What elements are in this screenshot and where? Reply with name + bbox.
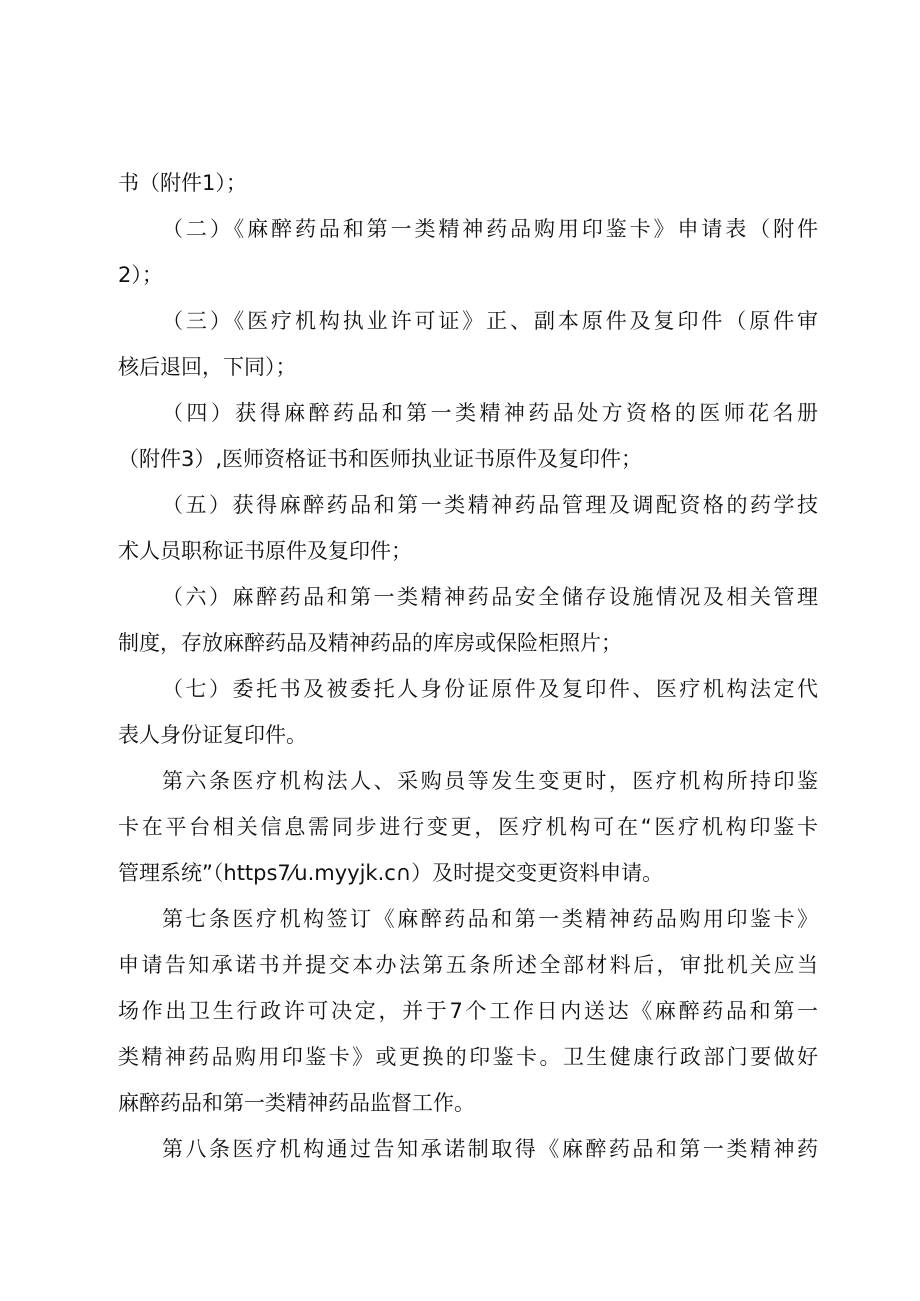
text-line: 第八条医疗机构通过告知承诺制取得《麻醉药品和第一类精神药 bbox=[162, 1137, 818, 1161]
text-line: 第六条医疗机构法人、采购员等发生变更时，医疗机构所持印鉴 bbox=[162, 769, 818, 793]
text-line: （六）麻醉药品和第一类精神药品安全储存设施情况及相关管理 bbox=[162, 585, 818, 609]
text-line: 制度，存放麻醉药品及精神药品的库房或保险柜照片； bbox=[118, 631, 622, 655]
text-line: （附件3）,医师资格证书和医师执业证书原件及复印件； bbox=[118, 447, 643, 471]
text-line: 场作出卫生行政许可决定，并于7个工作日内送达《麻醉药品和第一 bbox=[118, 999, 818, 1023]
text-line: 麻醉药品和第一类精神药品监督工作。 bbox=[118, 1091, 475, 1115]
text-line: （二）《麻醉药品和第一类精神药品购用印鉴卡》申请表（附件 bbox=[162, 217, 818, 241]
text-line: 表人身份证复印件。 bbox=[118, 723, 307, 747]
text-line: 术人员职称证书原件及复印件； bbox=[118, 539, 412, 563]
text-line: （七）委托书及被委托人身份证原件及复印件、医疗机构法定代 bbox=[162, 677, 818, 701]
text-line: （五）获得麻醉药品和第一类精神药品管理及调配资格的药学技 bbox=[162, 493, 818, 517]
text-line: （三）《医疗机构执业许可证》正、副本原件及复印件（原件审 bbox=[162, 309, 818, 333]
text-line: 核后退回，下同）； bbox=[118, 355, 297, 379]
text-line: （四）获得麻醉药品和第一类精神药品处方资格的医师花名册 bbox=[162, 401, 818, 425]
text-line: 卡在平台相关信息需同步进行变更，医疗机构可在“医疗机构印鉴卡 bbox=[118, 815, 818, 839]
text-line: 书（附件1）； bbox=[118, 171, 247, 195]
text-line: 管理系统”（https7⁄u.myyjk.c∩）及时提交变更资料申请。 bbox=[118, 861, 664, 885]
text-line: 申请告知承诺书并提交本办法第五条所述全部材料后，审批机关应当 bbox=[118, 953, 818, 977]
text-line: 2）； bbox=[118, 263, 163, 287]
text-line: 第七条医疗机构签订《麻醉药品和第一类精神药品购用印鉴卡》 bbox=[162, 907, 818, 931]
text-line: 类精神药品购用印鉴卡》或更换的印鉴卡。卫生健康行政部门要做好 bbox=[118, 1045, 818, 1069]
